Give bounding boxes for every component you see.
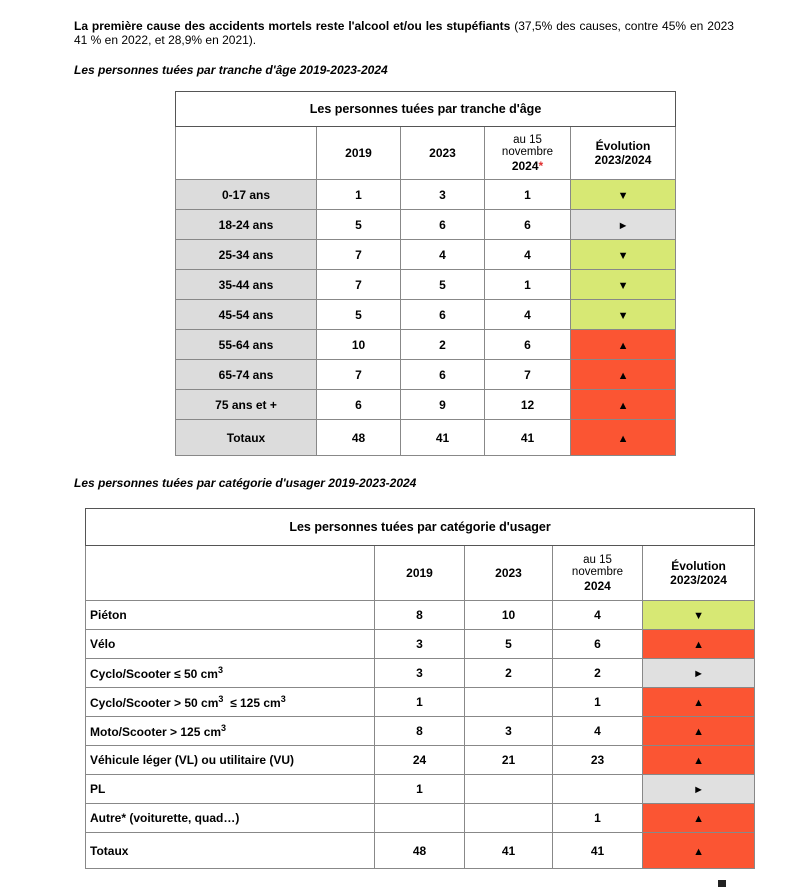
age-row-2024: 6	[485, 210, 571, 240]
age-header-evo-line2: 2023/2024	[594, 153, 652, 167]
cat-row-label	[86, 630, 375, 659]
cat-header-2019: 2019	[375, 546, 465, 601]
cat-row-label-sup: 3	[221, 723, 227, 733]
age-table-caption: Les personnes tuées par tranche d'âge 2019-2023-2024	[74, 63, 388, 77]
age-row-label: 65-74 ans	[176, 360, 317, 390]
age-header-evo-line1: Évolution	[595, 139, 651, 153]
age-row-evolution	[571, 300, 676, 330]
age-table-row	[176, 330, 676, 360]
age-row-evolution	[571, 360, 676, 390]
intro-bold: La première cause des accidents mortels reste l'alcool et/ou les stupéfiants	[74, 19, 511, 33]
right-triangle-icon: ►	[693, 784, 704, 796]
cat-row-label-text: Autre* (voiturette, quad…)	[90, 811, 240, 825]
cat-row-2023: 5	[465, 630, 553, 659]
age-row-2023: 5	[401, 270, 485, 300]
age-row-evolution	[571, 180, 676, 210]
cat-header-2024	[553, 546, 643, 601]
age-row-evolution	[571, 240, 676, 270]
age-header-2024-line2: novembre	[501, 146, 554, 158]
up-triangle-icon: ▲	[693, 639, 704, 651]
age-header-2024-star: *	[538, 158, 544, 173]
category-table-row	[86, 688, 755, 717]
age-header-empty	[176, 127, 317, 180]
cat-row-evolution	[643, 630, 755, 659]
right-triangle-icon: ►	[693, 668, 704, 680]
age-row-2024: 7	[485, 360, 571, 390]
cat-header-empty	[86, 546, 375, 601]
up-triangle-icon: ▲	[617, 432, 629, 445]
age-row-2023: 6	[401, 210, 485, 240]
cat-row-2023: 3	[465, 717, 553, 746]
cat-row-label-text2: ≤ 125 cm	[223, 696, 281, 710]
cat-row-2019: 1	[375, 775, 465, 804]
cat-row-2023: 41	[465, 833, 553, 869]
cat-row-evolution	[643, 601, 755, 630]
up-triangle-icon: ▲	[693, 697, 704, 709]
cat-row-label	[86, 659, 375, 688]
age-row-2019: 7	[317, 360, 401, 390]
cat-row-2024: 41	[553, 833, 643, 869]
cat-row-label-sup: 3	[217, 665, 223, 675]
cat-header-2024-line3: 2024	[584, 578, 611, 593]
up-triangle-icon: ▲	[617, 399, 629, 412]
age-row-label: 25-34 ans	[176, 240, 317, 270]
age-table-row	[176, 240, 676, 270]
cat-header-evo-line2: 2023/2024	[670, 573, 727, 587]
age-row-2023: 41	[401, 420, 485, 456]
age-row-evolution	[571, 270, 676, 300]
cat-row-2019: 1	[375, 688, 465, 717]
cat-row-label-text: Véhicule léger (VL) ou utilitaire (VU)	[90, 753, 295, 767]
age-row-2024: 6	[485, 330, 571, 360]
cat-row-2024: 1	[553, 804, 643, 833]
age-row-2023: 4	[401, 240, 485, 270]
age-header-evolution	[571, 127, 676, 180]
cat-row-label-text: Piéton	[90, 608, 127, 622]
cat-row-2019: 3	[375, 630, 465, 659]
cat-row-2024: 1	[553, 688, 643, 717]
age-header-2019: 2019	[317, 127, 401, 180]
up-triangle-icon: ▲	[693, 813, 704, 825]
up-triangle-icon: ▲	[693, 755, 704, 767]
cat-row-label	[86, 833, 375, 869]
cat-header-2024-line1: au 15	[583, 553, 612, 566]
age-table-row	[176, 180, 676, 210]
cat-row-evolution	[643, 833, 755, 869]
age-table-row	[176, 210, 676, 240]
category-table-row	[86, 601, 755, 630]
age-row-2024: 41	[485, 420, 571, 456]
intro-rest: (37,5% des causes, contre 45% en 2023 41 % en 2022, et 28,9% en 2021).	[74, 19, 734, 47]
category-table-row	[86, 659, 755, 688]
age-row-2019: 6	[317, 390, 401, 420]
age-row-2024: 4	[485, 240, 571, 270]
cat-row-2023: 10	[465, 601, 553, 630]
age-row-label: Totaux	[176, 420, 317, 456]
age-table-row	[176, 360, 676, 390]
cat-row-label-text: Vélo	[90, 637, 116, 651]
age-row-evolution	[571, 420, 676, 456]
age-row-evolution	[571, 390, 676, 420]
cat-row-2019: 8	[375, 601, 465, 630]
cat-row-evolution	[643, 775, 755, 804]
intro-paragraph	[74, 20, 734, 47]
cat-row-label	[86, 804, 375, 833]
down-triangle-icon: ▼	[693, 610, 704, 622]
cat-row-label-text: Cyclo/Scooter ≤ 50 cm	[90, 667, 218, 681]
age-row-2019: 5	[317, 300, 401, 330]
age-row-evolution	[571, 210, 676, 240]
cat-header-evo-line1: Évolution	[671, 559, 726, 573]
category-table	[85, 508, 755, 869]
cat-row-2024: 4	[553, 717, 643, 746]
age-row-2019: 48	[317, 420, 401, 456]
age-table-row	[176, 300, 676, 330]
down-triangle-icon: ▼	[617, 249, 629, 262]
cat-table-title: Les personnes tuées par catégorie d'usager	[86, 509, 755, 546]
age-row-label: 45-54 ans	[176, 300, 317, 330]
age-row-2019: 10	[317, 330, 401, 360]
cat-row-evolution	[643, 688, 755, 717]
up-triangle-icon: ▲	[617, 339, 629, 352]
age-row-2023: 2	[401, 330, 485, 360]
cat-row-2024	[553, 775, 643, 804]
age-row-2019: 7	[317, 240, 401, 270]
cat-row-2023: 21	[465, 746, 553, 775]
age-row-2019: 7	[317, 270, 401, 300]
age-row-evolution	[571, 330, 676, 360]
age-row-2023: 6	[401, 300, 485, 330]
category-table-row	[86, 833, 755, 869]
age-row-2023: 3	[401, 180, 485, 210]
cat-header-2024-line2: novembre	[571, 566, 624, 578]
age-row-2024: 1	[485, 270, 571, 300]
up-triangle-icon: ▲	[693, 726, 704, 738]
cat-row-evolution	[643, 804, 755, 833]
age-row-label: 35-44 ans	[176, 270, 317, 300]
age-row-label: 0-17 ans	[176, 180, 317, 210]
cat-row-2024: 2	[553, 659, 643, 688]
cat-row-label-sup: 3	[218, 694, 224, 704]
age-header-2024	[485, 127, 571, 180]
category-table-row	[86, 746, 755, 775]
cat-header-2023: 2023	[465, 546, 553, 601]
cat-row-evolution	[643, 717, 755, 746]
age-table-row	[176, 420, 676, 456]
cat-row-label-text: PL	[90, 782, 106, 796]
page-corner-mark	[718, 880, 726, 887]
cat-row-2024: 6	[553, 630, 643, 659]
down-triangle-icon: ▼	[617, 189, 629, 202]
cat-row-2019: 24	[375, 746, 465, 775]
cat-table-caption: Les personnes tuées par catégorie d'usager 2019-2023-2024	[74, 476, 417, 490]
cat-row-label	[86, 601, 375, 630]
age-row-2024: 12	[485, 390, 571, 420]
cat-header-evolution	[643, 546, 755, 601]
cat-row-2019	[375, 804, 465, 833]
age-row-label: 18-24 ans	[176, 210, 317, 240]
cat-row-label-text: Totaux	[90, 843, 129, 858]
age-row-2019: 1	[317, 180, 401, 210]
cat-row-label-text: Cyclo/Scooter > 50 cm	[90, 696, 219, 710]
cat-row-evolution	[643, 746, 755, 775]
cat-row-2024: 23	[553, 746, 643, 775]
cat-row-2019: 3	[375, 659, 465, 688]
age-table-row	[176, 390, 676, 420]
cat-row-2023: 2	[465, 659, 553, 688]
cat-row-2023	[465, 688, 553, 717]
cat-row-label-sup2: 3	[280, 694, 286, 704]
cat-row-2019: 48	[375, 833, 465, 869]
cat-row-label	[86, 775, 375, 804]
age-row-2023: 6	[401, 360, 485, 390]
age-row-2023: 9	[401, 390, 485, 420]
down-triangle-icon: ▼	[617, 279, 629, 292]
age-row-label: 75 ans et +	[176, 390, 317, 420]
category-table-row	[86, 717, 755, 746]
category-table-row	[86, 775, 755, 804]
cat-row-label	[86, 746, 375, 775]
age-table-row	[176, 270, 676, 300]
age-table-title: Les personnes tuées par tranche d'âge	[176, 92, 676, 127]
age-row-2019: 5	[317, 210, 401, 240]
age-header-2024-line3: 2024	[511, 158, 539, 173]
right-triangle-icon: ►	[617, 219, 629, 232]
up-triangle-icon: ▲	[693, 845, 704, 858]
cat-row-2024: 4	[553, 601, 643, 630]
age-row-label: 55-64 ans	[176, 330, 317, 360]
cat-row-2023	[465, 804, 553, 833]
age-header-2024-line1: au 15	[513, 133, 542, 146]
age-table	[175, 91, 676, 456]
up-triangle-icon: ▲	[617, 369, 629, 382]
cat-row-label-text: Moto/Scooter > 125 cm	[90, 725, 222, 739]
age-row-2024: 1	[485, 180, 571, 210]
age-row-2024: 4	[485, 300, 571, 330]
cat-row-evolution	[643, 659, 755, 688]
cat-row-2023	[465, 775, 553, 804]
category-table-row	[86, 630, 755, 659]
cat-row-label	[86, 688, 375, 717]
category-table-row	[86, 804, 755, 833]
cat-row-2019: 8	[375, 717, 465, 746]
down-triangle-icon: ▼	[617, 309, 629, 322]
age-header-2023: 2023	[401, 127, 485, 180]
cat-row-label	[86, 717, 375, 746]
